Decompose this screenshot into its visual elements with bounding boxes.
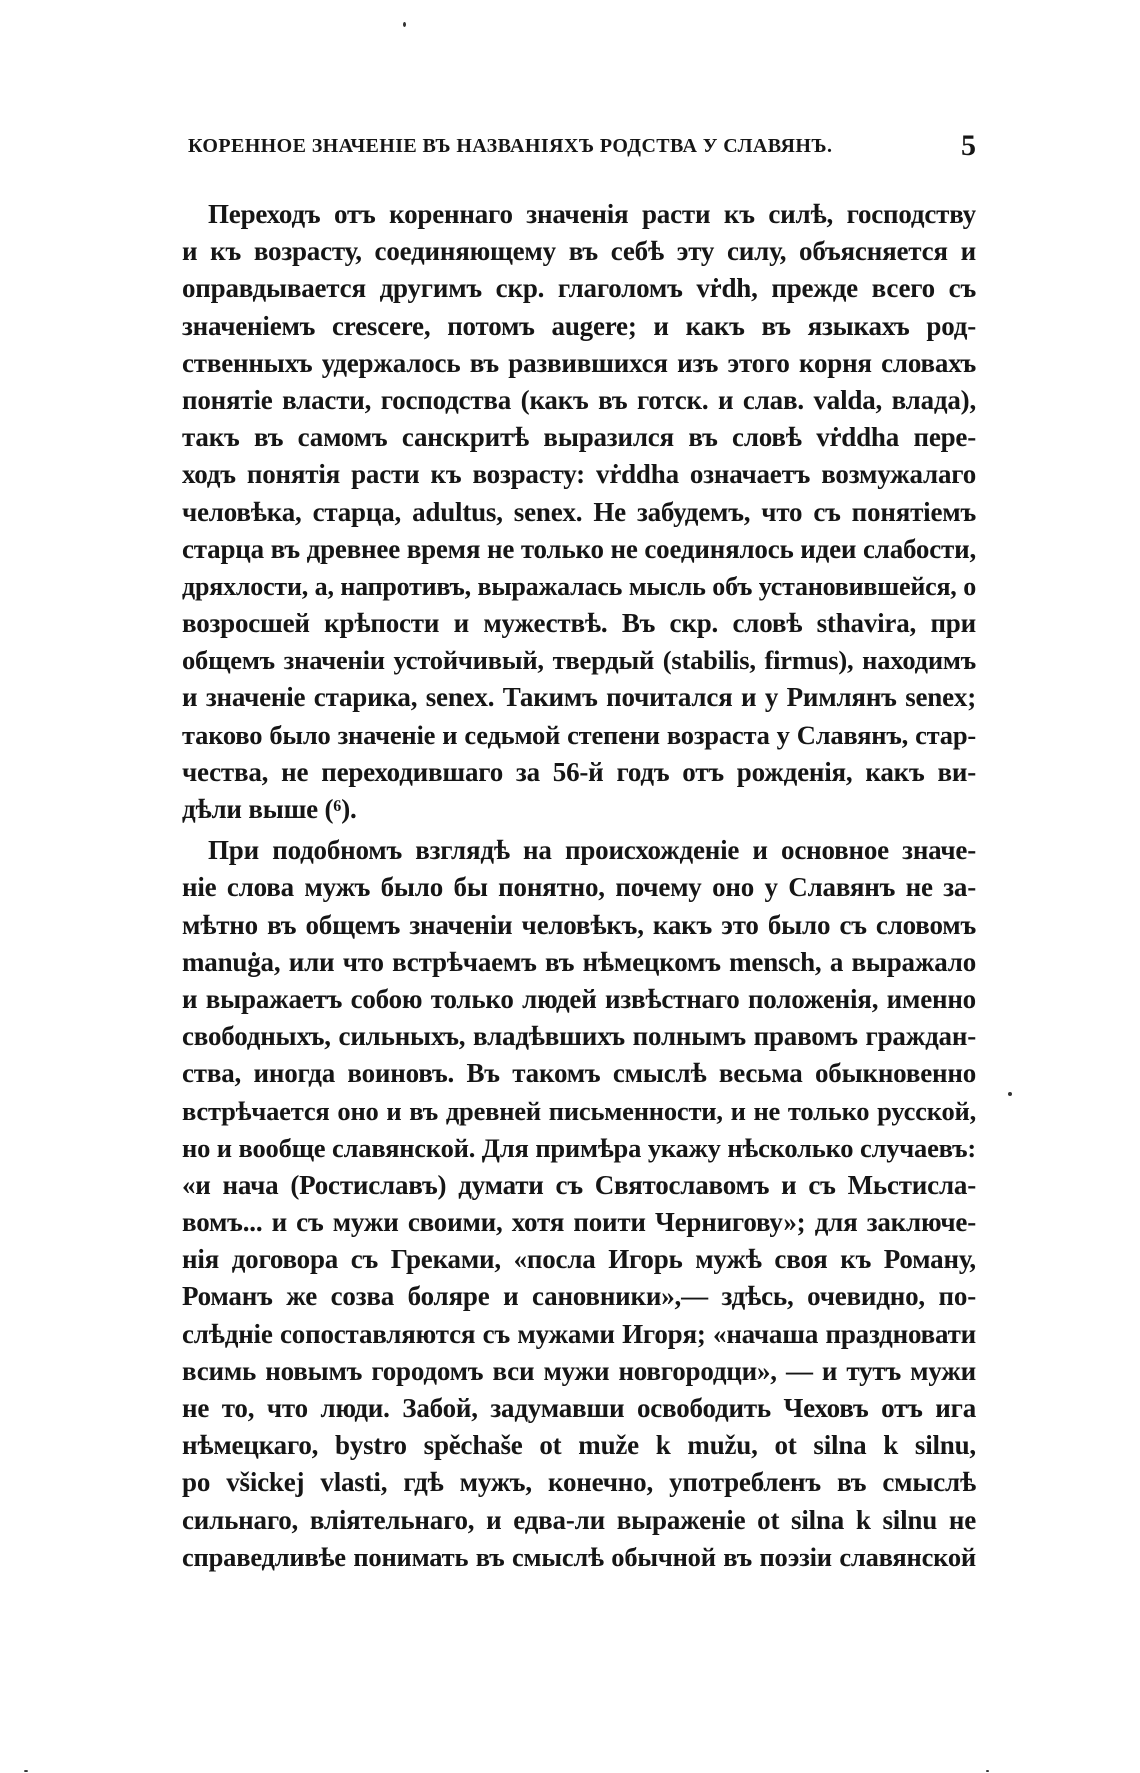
- page-number: 5: [961, 129, 976, 162]
- body-text: [182, 196, 976, 1576]
- scan-speck: [24, 1770, 28, 1772]
- text-line: общемъ значеніи устойчивый, твердый (stabilis, firmus), находимъ: [182, 645, 976, 676]
- text-line: Романъ же созва боляре и сановники»,— здѣсь, очевидно, по-: [182, 1281, 976, 1312]
- text-line: справедливѣе понимать въ смыслѣ обычной въ поэзіи славянской: [182, 1541, 976, 1572]
- text-line: Переходъ отъ кореннаго значенія расти къ силѣ, господству: [208, 199, 976, 229]
- scan-speck: [403, 22, 406, 27]
- text-line: ходъ понятія расти къ возрасту: vṙddha означаетъ возмужалаго: [182, 459, 976, 490]
- text-line: и къ возрасту, соединяющему въ себѣ эту силу, объясняется и: [182, 236, 976, 267]
- text-line: таково было значеніе и седьмой степени возраста у Славянъ, стар-: [182, 719, 976, 750]
- running-head: [188, 129, 976, 165]
- text-line: встрѣчается оно и въ древней письменности, и не только русской,: [182, 1095, 976, 1126]
- text-line: и выражаетъ собою только людей извѣстнаго положенія, именно: [182, 983, 976, 1014]
- text-line: нѣмецкаго, bystro spěchaše ot muže k mužu, ot silna k silnu,: [182, 1430, 976, 1461]
- scan-speck: [986, 1770, 989, 1772]
- text-line: понятіе власти, господства (какъ въ готск. и слав. valda, влада),: [182, 384, 976, 415]
- text-line: старца въ древнее время не только не соединялось идеи слабости,: [182, 533, 976, 564]
- text-line: дѣли выше (⁶).: [182, 794, 357, 824]
- text-line: свободныхъ, сильныхъ, владѣвшихъ полнымъ правомъ граждан-: [182, 1021, 976, 1052]
- text-line: мѣтно въ общемъ значеніи человѣкъ, какъ это было съ словомъ: [182, 909, 976, 940]
- text-line: возросшей крѣпости и мужествѣ. Въ скр. словѣ sthavira, при: [182, 608, 976, 639]
- text-line: но и вообще славянской. Для примѣра укажу нѣсколько случаевъ:: [182, 1132, 976, 1163]
- text-line: При подобномъ взглядѣ на происхожденіе и основное значе-: [208, 835, 976, 866]
- text-line: такъ въ самомъ санскритѣ выразился въ словѣ vṙddha пере-: [182, 422, 976, 453]
- text-line: сильнаго, вліятельнаго, и едва-ли выраженіе ot silna k silnu не: [182, 1504, 976, 1535]
- text-line: не то, что люди. Забой, задумавши освободить Чеховъ отъ ига: [182, 1393, 976, 1423]
- running-head-title: КОРЕННОЕ ЗНАЧЕНІЕ ВЪ НАЗВАНІЯХЪ РОДСТВА У СЛАВЯНЪ.: [188, 135, 833, 157]
- text-line: человѣка, старца, adultus, senex. Не забудемъ, что съ понятіемъ: [182, 496, 976, 527]
- text-line: manuġa, или что встрѣчаемъ въ нѣмецкомъ mensch, а выражало: [182, 946, 976, 977]
- text-line: и значеніе старика, senex. Такимъ почитался и у Римлянъ senex;: [182, 682, 976, 713]
- paragraph-2: [182, 832, 976, 1576]
- text-line: дряхлости, а, напротивъ, выражалась мысль объ установившейся, о: [182, 571, 976, 601]
- text-line: нія договора съ Греками, «посла Игорь мужѣ своя къ Роману,: [182, 1244, 976, 1275]
- text-line: слѣдніе сопоставляются съ мужами Игоря; «начаша праздновати: [182, 1318, 976, 1349]
- text-line: оправдывается другимъ скр. глаголомъ vṙdh, прежде всего съ: [182, 273, 976, 304]
- text-line: чества, не переходившаго за 56-й годъ отъ рожденія, какъ ви-: [182, 756, 976, 787]
- text-line: po všickej vlasti, гдѣ мужъ, конечно, употребленъ въ смыслѣ: [182, 1467, 976, 1498]
- text-line: вомъ... и съ мужи своими, хотя поити Чернигову»; для заключе-: [182, 1207, 976, 1238]
- text-line: ственныхъ удержалось въ развившихся изъ этого корня словахъ: [182, 347, 976, 378]
- text-line: ства, иногда воиновъ. Въ такомъ смыслѣ весьма обыкновенно: [182, 1058, 976, 1089]
- text-line: всимь новымъ городомъ вси мужи новгородци», — и тутъ мужи: [182, 1355, 976, 1386]
- scan-speck: [1008, 1092, 1012, 1096]
- paragraph-1: [182, 196, 976, 828]
- text-line: ніе слова мужъ было бы понятно, почему оно у Славянъ не за-: [182, 872, 976, 903]
- text-line: значеніемъ crescere, потомъ augere; и какъ въ языкахъ род-: [182, 310, 976, 341]
- text-line: «и нача (Ростиславъ) думати съ Святославомъ и съ Мьстисла-: [182, 1169, 976, 1200]
